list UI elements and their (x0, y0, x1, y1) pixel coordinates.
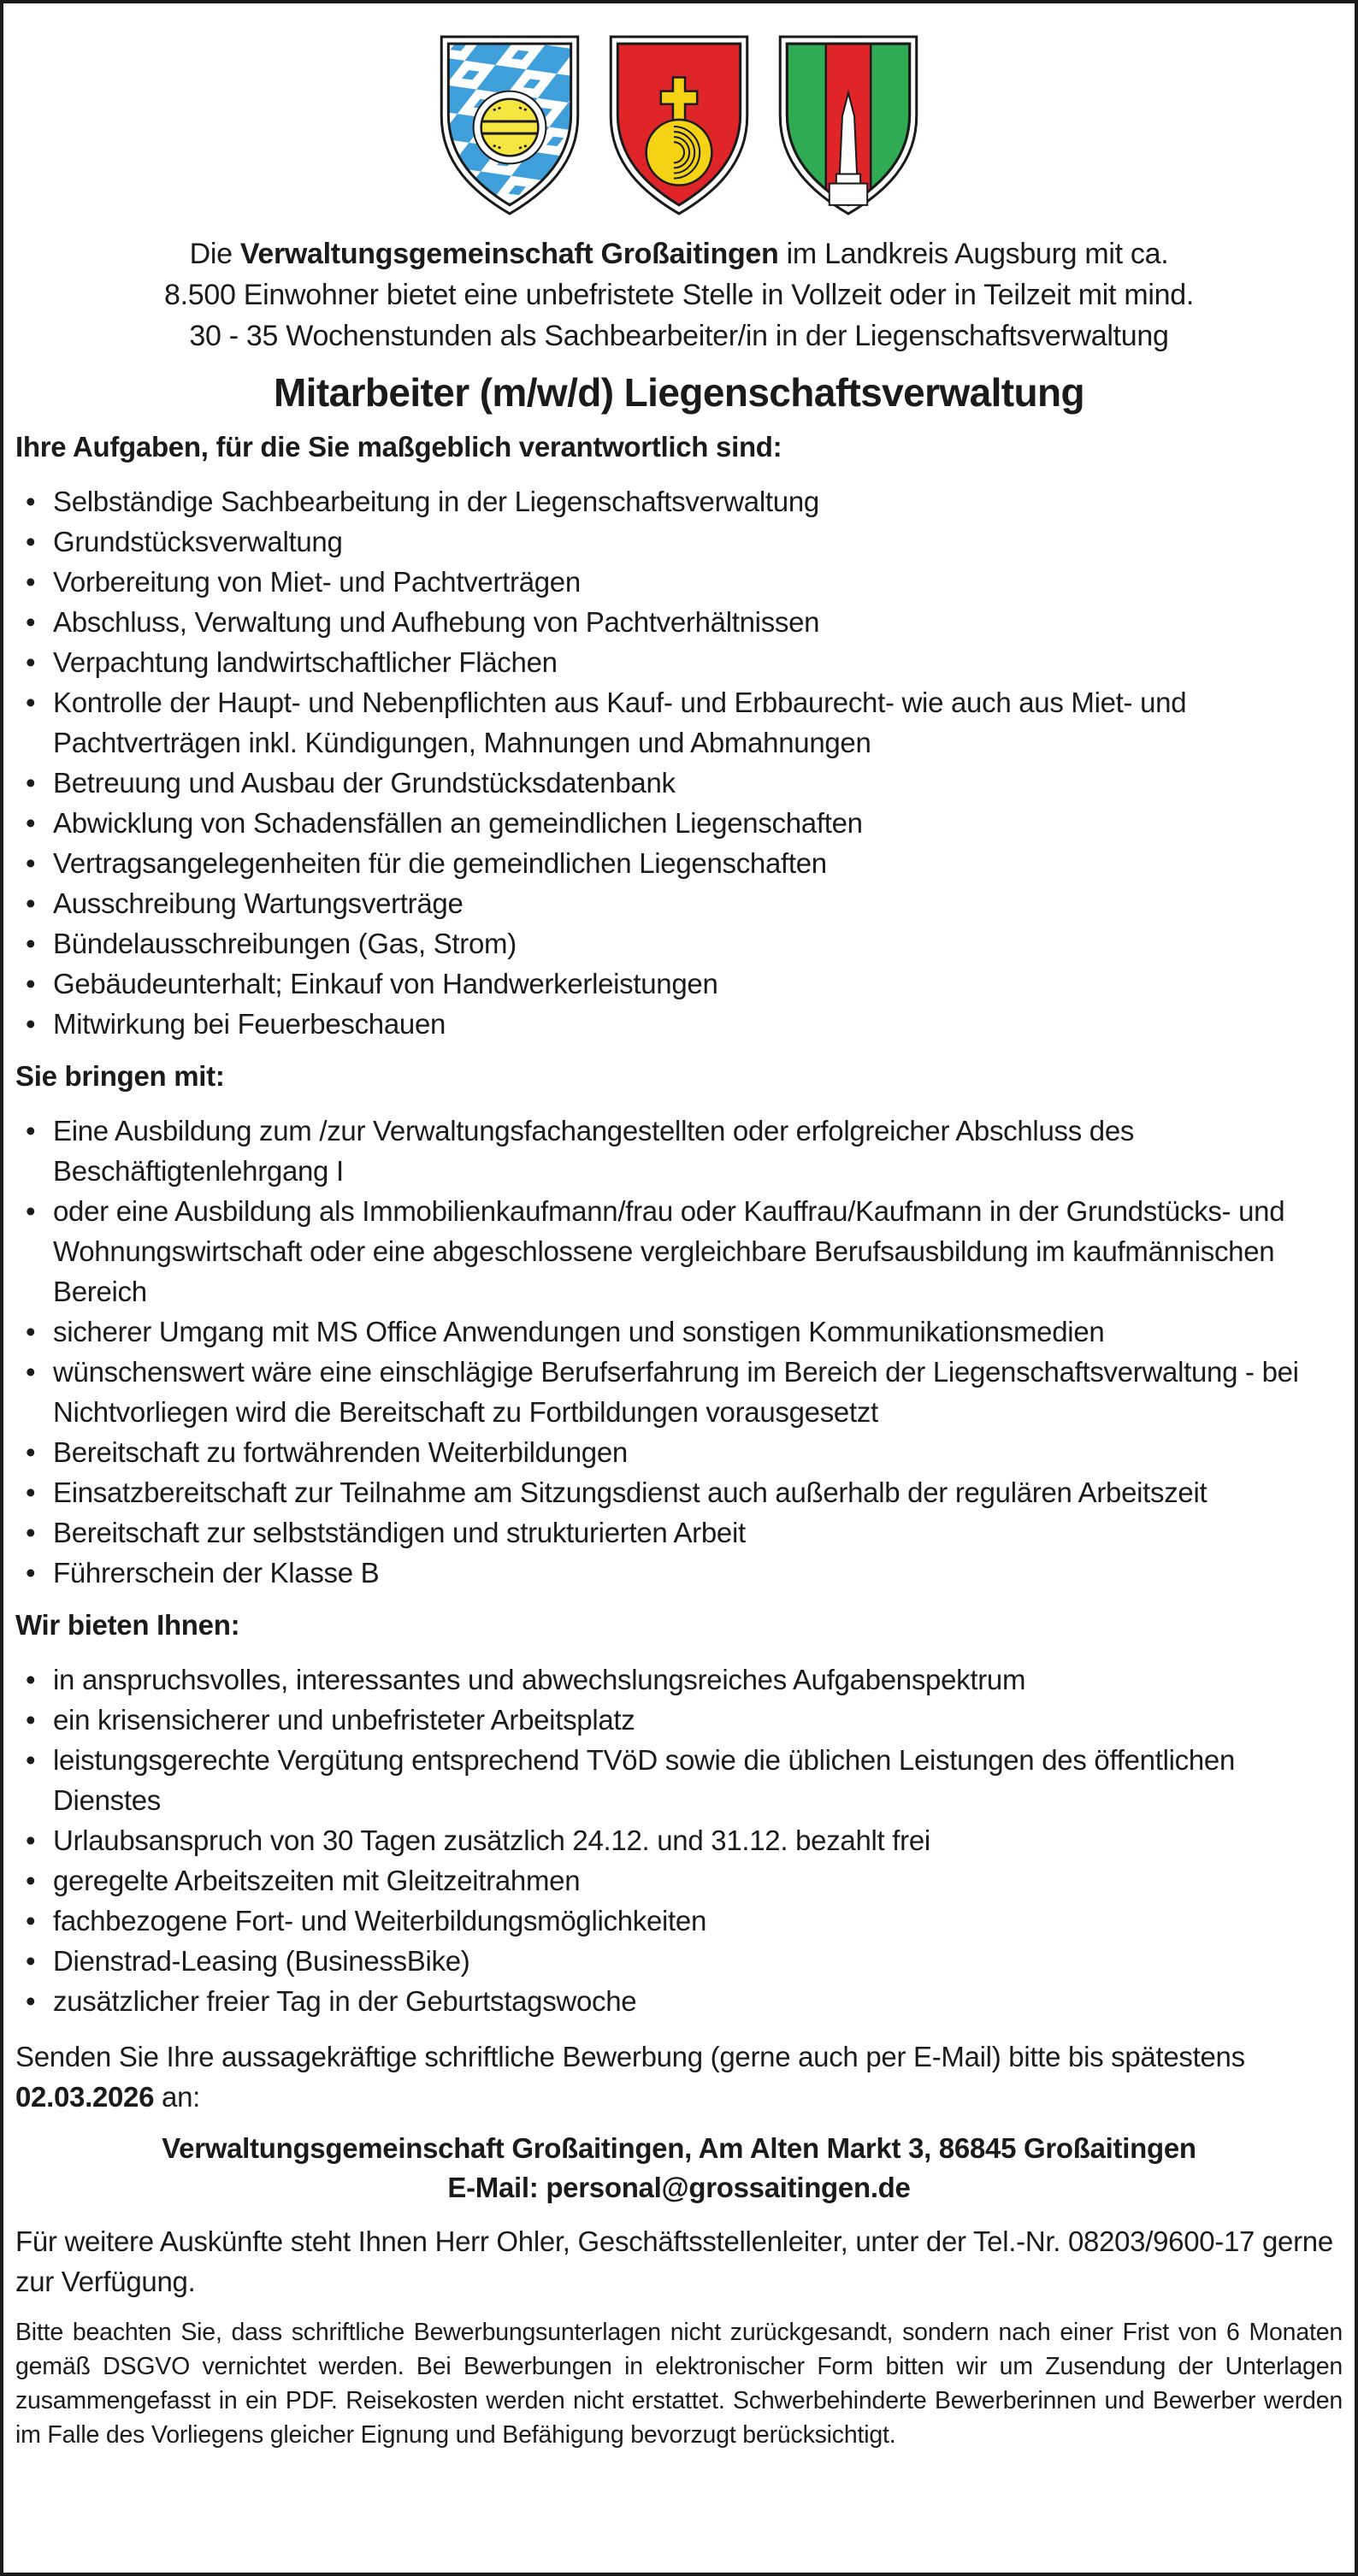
section-tasks (15, 430, 1343, 1044)
intro-paragraph (15, 233, 1343, 357)
list-item-text: Vorbereitung von Miet- und Pachtverträgen (53, 566, 581, 598)
list-item-text: oder eine Ausbildung als Immobilienkaufmann/frau oder Kauffrau/Kaufmann in der Grundstücks- und Wohnungswirtschaft oder eine abgeschlossene vergleichbare Berufsausbildung im kaufmännischen Bereich (53, 1195, 1285, 1307)
list-item (15, 682, 1343, 763)
imperial-orb-crest-icon (605, 32, 753, 218)
application-instructions: Senden Sie Ihre aussagekräftige schriftliche Bewerbung (gerne auch per E-Mail) bitte bis spätestens 02.03.2026 an: (15, 2041, 1245, 2113)
benefits-list (15, 1659, 1343, 2021)
crest-row (15, 29, 1343, 218)
list-item-text: Bereitschaft zu fortwährenden Weiterbildungen (53, 1436, 628, 1468)
list-item-text: Betreuung und Ausbau der Grundstücksdatenbank (53, 767, 676, 799)
bullet-marker: • (26, 1195, 36, 1227)
bullet-marker: • (26, 1356, 36, 1388)
bullet-marker: • (26, 1865, 36, 1896)
list-item (15, 1901, 1343, 1941)
bullet-marker: • (26, 1905, 36, 1936)
obelisk-crest-icon (775, 32, 922, 218)
list-item-text: Führerschein der Klasse B (53, 1557, 380, 1589)
bavarian-lozenges-crest-icon (436, 32, 583, 218)
list-item (15, 522, 1343, 562)
list-item (15, 1740, 1343, 1820)
list-item-text: Grundstücksverwaltung (53, 526, 343, 557)
list-item (15, 1191, 1343, 1312)
list-item-text: zusätzlicher freier Tag in der Geburtstagswoche (53, 1985, 637, 2017)
intro-line-1: Die Verwaltungsgemeinschaft Großaitingen im Landkreis Augsburg mit ca. (189, 238, 1169, 270)
bullet-marker: • (26, 1824, 36, 1856)
section-tasks-heading: Ihre Aufgaben, für die Sie maßgeblich verantwortlich sind: (15, 431, 782, 463)
list-item (15, 1941, 1343, 1981)
list-item-text: Abwicklung von Schadensfällen an gemeindlichen Liegenschaften (53, 807, 863, 839)
bullet-marker: • (26, 1517, 36, 1548)
address-block (15, 2129, 1343, 2208)
section-benefits-heading: Wir bieten Ihnen: (15, 1609, 240, 1641)
bullet-marker: • (26, 566, 36, 598)
bullet-marker: • (26, 1985, 36, 2017)
bullet-marker: • (26, 807, 36, 839)
list-item (15, 1553, 1343, 1593)
organization-name: Verwaltungsgemeinschaft Großaitingen (239, 238, 779, 270)
list-item (15, 1700, 1343, 1740)
bullet-marker: • (26, 1008, 36, 1040)
list-item (15, 803, 1343, 843)
bullet-marker: • (26, 1316, 36, 1347)
list-item-text: geregelte Arbeitszeiten mit Gleitzeitrahmen (53, 1865, 581, 1896)
list-item (15, 883, 1343, 923)
list-item-text: Mitwirkung bei Feuerbeschauen (53, 1008, 446, 1040)
list-item (15, 1352, 1343, 1432)
intro-line-3: 30 - 35 Wochenstunden als Sachbearbeiter/in in der Liegenschaftsverwaltung (189, 320, 1169, 352)
bullet-marker: • (26, 767, 36, 799)
bullet-marker: • (26, 606, 36, 638)
section-benefits (15, 1608, 1343, 2021)
list-item (15, 1472, 1343, 1512)
bullet-marker: • (26, 968, 36, 999)
requirements-list (15, 1111, 1343, 1593)
list-item (15, 964, 1343, 1004)
bullet-marker: • (26, 928, 36, 959)
list-item-text: wünschenswert wäre eine einschlägige Berufserfahrung im Bereich der Liegenschaftsverwaltung - bei Nichtvorliegen wird die Bereitschaft zu Fortbildungen vorausgesetzt (53, 1356, 1299, 1428)
bullet-marker: • (26, 486, 36, 517)
list-item (15, 1512, 1343, 1553)
list-item-text: ein krisensicherer und unbefristeter Arbeitsplatz (53, 1704, 635, 1736)
intro-line-2: 8.500 Einwohner bietet eine unbefristete Stelle in Vollzeit oder in Teilzeit mit mind. (164, 279, 1194, 311)
bullet-marker: • (26, 1744, 36, 1776)
list-item-text: Vertragsangelegenheiten für die gemeindlichen Liegenschaften (53, 847, 827, 879)
list-item (15, 1659, 1343, 1700)
bullet-marker: • (26, 1477, 36, 1508)
list-item-text: Eine Ausbildung zum /zur Verwaltungsfachangestellten oder erfolgreicher Abschluss des Beschäftigtenlehrgang I (53, 1115, 1135, 1187)
list-item-text: Einsatzbereitschaft zur Teilnahme am Sitzungsdienst auch außerhalb der regulären Arbeitszeit (53, 1477, 1207, 1508)
tasks-list (15, 481, 1343, 1044)
list-item-text: Abschluss, Verwaltung und Aufhebung von Pachtverhältnissen (53, 606, 820, 638)
list-item (15, 1860, 1343, 1901)
fine-print: Bitte beachten Sie, dass schriftliche Bewerbungsunterlagen nicht zurückgesandt, sondern nach einer Frist von 6 Monaten gemäß DSGVO vernichtet werden. Bei Bewerbungen in elektronischer Form bitten wir um Zusendung der Unterlagen zusammengefasst in ein PDF. Reisekosten werden nicht erstattet. Schwerbehinderte Bewerberinnen und Bewerber werden im Falle des Vorliegens gleicher Eignung und Befähigung bevorzugt berücksichtigt. (15, 2319, 1343, 2449)
list-item-text: Kontrolle der Haupt- und Nebenpflichten aus Kauf- und Erbbaurecht- wie auch aus Miet- und Pachtverträgen inkl. Kündigungen, Mahnungen und Abmahnungen (53, 687, 1187, 758)
bullet-marker: • (26, 847, 36, 879)
list-item-text: leistungsgerechte Vergütung entsprechend TVöD sowie die üblichen Leistungen des öffentlichen Dienstes (53, 1744, 1235, 1816)
bullet-marker: • (26, 1557, 36, 1589)
list-item (15, 602, 1343, 642)
list-item-text: Verpachtung landwirtschaftlicher Flächen (53, 646, 558, 678)
bullet-marker: • (26, 646, 36, 678)
email-address: E-Mail: personal@grossaitingen.de (447, 2172, 911, 2203)
bullet-marker: • (26, 1436, 36, 1468)
bullet-marker: • (26, 887, 36, 919)
list-item (15, 642, 1343, 682)
list-item (15, 1111, 1343, 1191)
bullet-marker: • (26, 1704, 36, 1736)
list-item-text: Bereitschaft zur selbstständigen und strukturierten Arbeit (53, 1517, 746, 1548)
list-item (15, 1432, 1343, 1472)
list-item (15, 1312, 1343, 1352)
postal-address: Verwaltungsgemeinschaft Großaitingen, Am Alten Markt 3, 86845 Großaitingen (162, 2132, 1196, 2164)
list-item (15, 843, 1343, 883)
application-deadline: 02.03.2026 (15, 2081, 155, 2113)
contact-info: Für weitere Auskünfte steht Ihnen Herr Ohler, Geschäftsstellenleiter, unter der Tel.-Nr. 08203/9600-17 gerne zur Verfügung. (15, 2225, 1333, 2297)
section-requirements (15, 1059, 1343, 1593)
list-item-text: Selbständige Sachbearbeitung in der Liegenschaftsverwaltung (53, 486, 819, 517)
bullet-marker: • (26, 1945, 36, 1977)
bullet-marker: • (26, 526, 36, 557)
list-item (15, 1981, 1343, 2021)
bullet-marker: • (26, 1115, 36, 1147)
list-item (15, 923, 1343, 964)
bullet-marker: • (26, 1664, 36, 1695)
list-item (15, 481, 1343, 522)
list-item (15, 1004, 1343, 1044)
list-item-text: Ausschreibung Wartungsverträge (53, 887, 463, 919)
job-title: Mitarbeiter (m/w/d) Liegenschaftsverwaltung (273, 370, 1085, 415)
list-item-text: Dienstrad-Leasing (BusinessBike) (53, 1945, 470, 1977)
list-item-text: Bündelausschreibungen (Gas, Strom) (53, 928, 517, 959)
bullet-marker: • (26, 687, 36, 718)
list-item (15, 562, 1343, 602)
list-item-text: Urlaubsanspruch von 30 Tagen zusätzlich 24.12. und 31.12. bezahlt frei (53, 1824, 930, 1856)
list-item (15, 1820, 1343, 1860)
list-item-text: fachbezogene Fort- und Weiterbildungsmöglichkeiten (53, 1905, 707, 1936)
section-requirements-heading: Sie bringen mit: (15, 1060, 225, 1092)
list-item-text: sicherer Umgang mit MS Office Anwendungen und sonstigen Kommunikationsmedien (53, 1316, 1105, 1347)
list-item-text: in anspruchsvolles, interessantes und abwechslungsreiches Aufgabenspektrum (53, 1664, 1026, 1695)
list-item (15, 763, 1343, 803)
list-item-text: Gebäudeunterhalt; Einkauf von Handwerkerleistungen (53, 968, 718, 999)
